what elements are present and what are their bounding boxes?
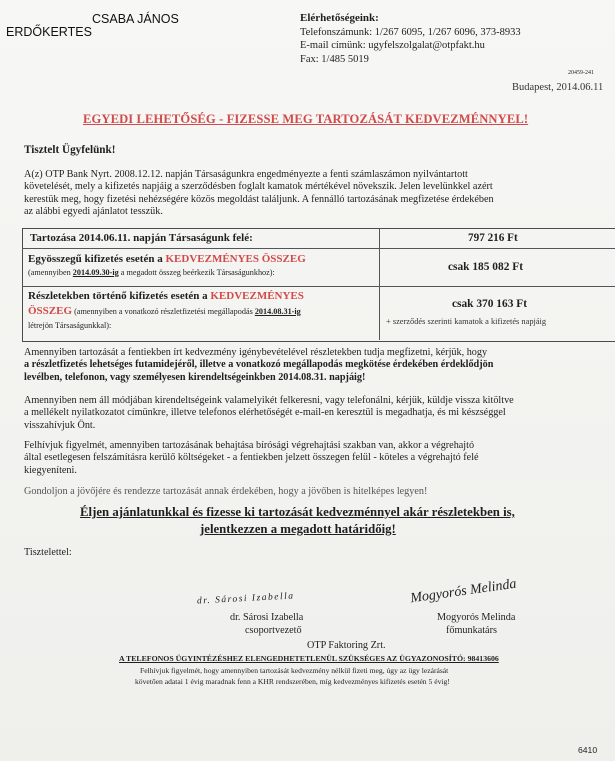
paragraph-enforcement-info: Felhívjuk figyelmét, amennyiben tartozásának behajtása bírósági végrehajtási szakban van, akkor a végrehajtó által esetlegesen felszámításra kerülő költségeket - a fentiekben jelzett összegen felül - köteles a végrehajtó felé kiegyeníteni. [24,440,479,476]
lump-sum-label-b: KEDVEZMÉNYES ÖSSZEG [165,253,306,265]
intro-paragraph [24,169,615,219]
contact-title: Elérhetőségeink: [300,12,379,24]
cta-line-2: jelentkezzen a megadott határidőig! [200,522,396,536]
installment-amount-note: + szerződés szerinti kamatok a kifizetés napjáig [386,317,547,326]
debt-amount: 797 216 Ft [468,232,518,244]
company-signature: OTP Faktoring Zrt. [307,640,386,651]
contact-fax: Fax: 1/485 5019 [300,54,369,65]
paragraph-future: Gondoljon a jövőjére és rendezze tartozását annak érdekében, hogy a jövőben is hitelképes legyen! [24,486,428,497]
contact-email: E-mail címünk: ugyfelszolgalat@otpfakt.hu [300,40,485,51]
signature-left-script: dr. Sárosi Izabella [196,591,295,607]
footer-id: A TELEFONOS ÜGYINTÉZÉSHEZ ELENGEDHETETLENÜL SZÜKSÉGES AZ ÜGYAZONOSÍTÓ: 98413606 [119,654,499,663]
lump-sum-note: (amennyiben 2014.09.30-ig a megadott összeg beérkezik Társaságunkhoz): [28,268,275,277]
place-date: Budapest, 2014.06.11 [512,82,604,93]
lump-sum-amount: csak 185 082 Ft [448,261,523,273]
paragraph-contact-info: Amennyiben nem áll módjában kirendeltségeink valamelyikét felkeresni, vagy telefonálni, kérjük, küldje vissza kitöltve a mellékelt nyilatkozatot címünkre, illetve telefonos elérhetőségét e-mail-en keresztül is megadhatja, és mi készséggel visszahívjuk Önt. [24,395,514,431]
sender-company: ERDŐKERTES [6,25,92,39]
closing: Tisztelettel: [24,547,72,558]
salutation: Tisztelt Ügyfelünk! [24,144,116,156]
installment-label: Részletekben történő kifizetés esetén a KEDVEZMÉNYES [28,290,304,302]
cta-line-1: Éljen ajánlatunkkal és fizesse ki tartozását kedvezménnyel akár részletekben is, [80,505,515,519]
footer-note-2: követően adatai 1 évig maradnak fenn a KHR rendszerében, míg kedvezményes kifizetés esetén 5 évig! [135,677,450,686]
reference-code: 20459-241 [568,70,594,76]
lump-sum-label-a: Egyösszegű kifizetés esetén a [28,253,166,265]
signature-right-script: Mogyorós Melinda [409,576,518,607]
installment-amount: csak 370 163 Ft [452,298,527,310]
paragraph-installment-info: Amennyiben tartozását a fentiekben írt kedvezmény igénybevételével részletekben tudja megfizetni, kérjük, hogy a részletfizetés lehetséges futamidejéről, illetve a vonatkozó megállapodás megkötése érdekében érdeklődjön levélben, telefonon, vagy személyesen kirendeltségeinkben 2014.08.31. napjáig! [24,347,494,383]
installment-note: ÖSSZEG (amennyiben a vonatkozó részletfizetési megállapodás 2014.08.31-ig [28,305,301,317]
case-id: 98413606 [467,654,499,663]
signatory-2-name: Mogyorós Melinda [437,612,516,623]
installment-note-2: létrejön Társaságunkkal): [28,321,112,330]
intro-line: A(z) OTP Bank Nyrt. 2008.12.12. napján Társaságunkra engedményezte a fenti számlaszámon nyilvántartott [24,169,468,180]
lump-sum-label [28,253,306,265]
contact-phone: Telefonszámunk: 1/267 6095, 1/267 6096, 373-8933 [300,27,521,38]
page-code: 6410 [578,745,598,755]
signatory-1-role: csoportvezető [245,625,302,636]
intro-line: követelését, mely a kifizetés napjáig a szerződésben foglalt kamatok mértékével növekszik. Jelen levelünkkel azért [24,181,493,193]
signatory-1-name: dr. Sárosi Izabella [230,612,304,623]
intro-line: az alábbi egyedi ajánlatot tesszük. [24,206,163,218]
sender-name: CSABA JÁNOS [92,12,179,26]
debt-label: Tartozása 2014.06.11. napján Társaságunk felé: [30,232,253,244]
headline: EGYEDI LEHETŐSÉG - FIZESSE MEG TARTOZÁSÁT KEDVEZMÉNNYEL! [83,112,529,126]
intro-line: kerestük meg, hogy fizetési nehézségére közös megoldást találjunk. A fennálló tartozásának megfizetése érdekében [24,193,494,205]
footer-note-1: Felhívjuk figyelmét, hogy amennyiben tartozását kedvezmény nélkül fizeti meg, úgy az ügy lezárását [140,666,449,675]
signatory-2-role: főmunkatárs [446,625,497,636]
